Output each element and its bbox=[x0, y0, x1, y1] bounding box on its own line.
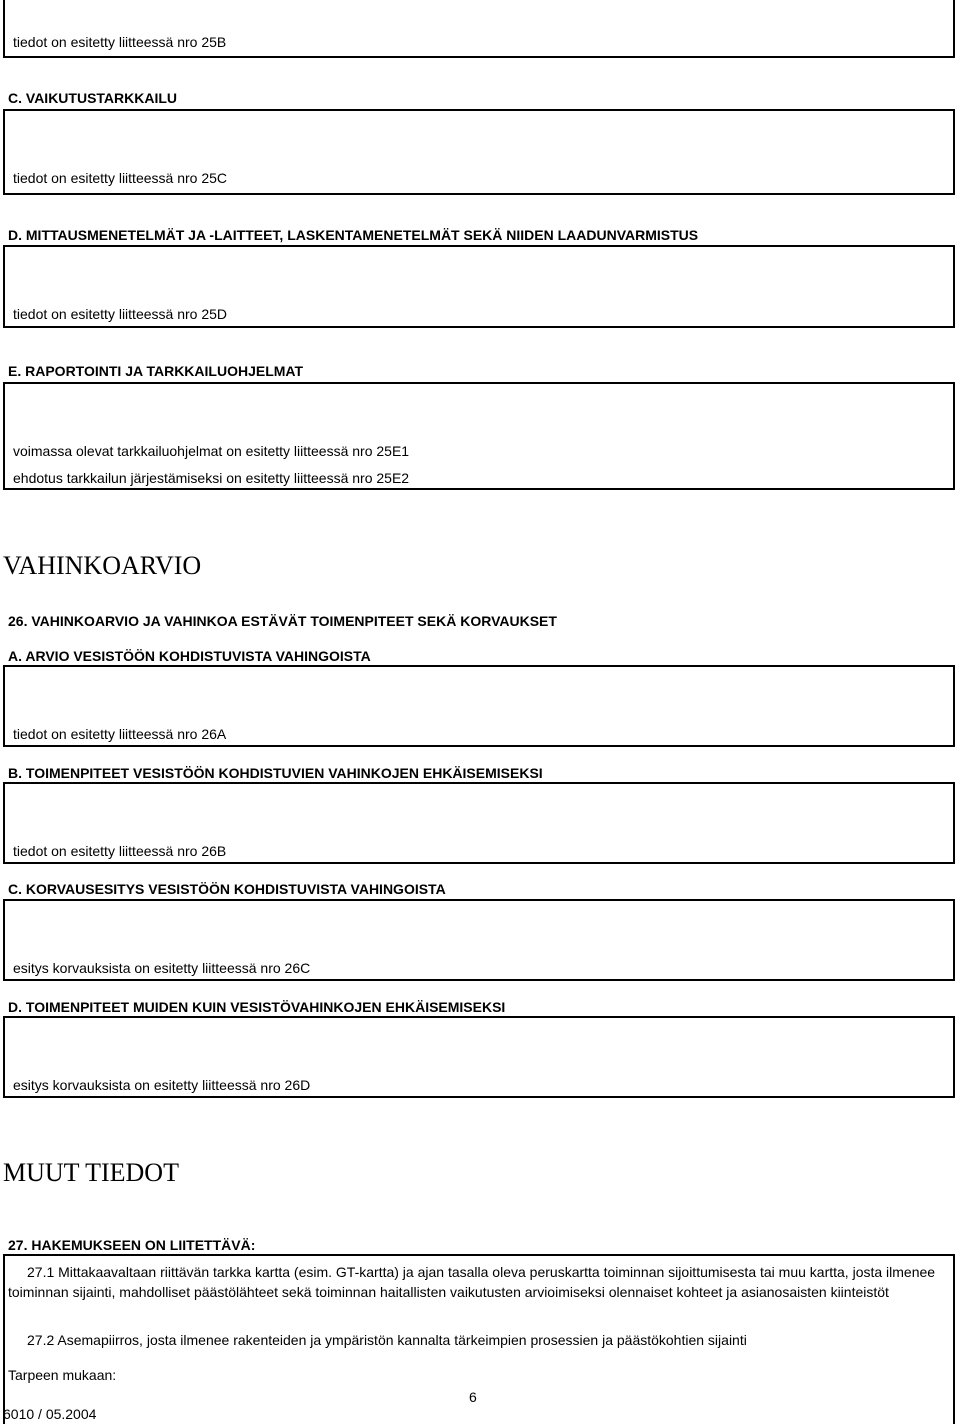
box-text-25d: tiedot on esitetty liitteessä nro 25D bbox=[13, 306, 228, 322]
heading-26c: C. KORVAUSESITYS VESISTÖÖN KOHDISTUVISTA VAHINGOISTA bbox=[8, 881, 446, 897]
heading-26d: D. TOIMENPITEET MUIDEN KUIN VESISTÖVAHINKOJEN EHKÄISEMISEKSI bbox=[8, 999, 506, 1015]
item-27-2: 27.2 Asemapiirros, josta ilmenee rakenteiden ja ympäristön kannalta tärkeimpien prosessien ja päästökohtien sijainti bbox=[27, 1332, 747, 1348]
item-27-1: 27.1 Mittakaavaltaan riittävän tarkka kartta (esim. GT-kartta) ja ajan tasalla oleva peruskartta toiminnan sijoittumisesta tai muu kartta, josta ilmenee toiminnan sijainti, mahdolliset päästölähteet sekä toiminnan haitallisten vaikutusten arvioimiseksi olennaiset kohteet ja asianosaisten kiinteistöt bbox=[8, 1264, 936, 1300]
heading-c-vaikutustarkkailu: C. VAIKUTUSTARKKAILU bbox=[8, 90, 178, 106]
box-text-26a: tiedot on esitetty liitteessä nro 26A bbox=[13, 726, 227, 742]
section-title-vahinkoarvio: VAHINKOARVIO bbox=[3, 551, 202, 580]
heading-27: 27. HAKEMUKSEEN ON LIITETTÄVÄ: bbox=[8, 1237, 256, 1253]
box-text-25e2: ehdotus tarkkailun järjestämiseksi on esitetty liitteessä nro 25E2 bbox=[13, 470, 410, 486]
box-text-25e1: voimassa olevat tarkkailuohjelmat on esitetty liitteessä nro 25E1 bbox=[13, 443, 410, 459]
form-code: 6010 / 05.2004 bbox=[3, 1406, 97, 1422]
box-text-25c: tiedot on esitetty liitteessä nro 25C bbox=[13, 170, 228, 186]
section-title-muut-tiedot: MUUT TIEDOT bbox=[3, 1158, 179, 1187]
box-text-26c: esitys korvauksista on esitetty liitteessä nro 26C bbox=[13, 960, 311, 976]
heading-e-raportointi: E. RAPORTOINTI JA TARKKAILUOHJELMAT bbox=[8, 363, 304, 379]
box-text-26d: esitys korvauksista on esitetty liitteessä nro 26D bbox=[13, 1077, 311, 1093]
heading-26b: B. TOIMENPITEET VESISTÖÖN KOHDISTUVIEN VAHINKOJEN EHKÄISEMISEKSI bbox=[8, 765, 543, 781]
tarpeen-mukaan-label: Tarpeen mukaan: bbox=[8, 1367, 117, 1383]
heading-26a: A. ARVIO VESISTÖÖN KOHDISTUVISTA VAHINGOISTA bbox=[8, 648, 371, 664]
heading-d-mittausmenetelmat: D. MITTAUSMENETELMÄT JA -LAITTEET, LASKENTAMENETELMÄT SEKÄ NIIDEN LAADUNVARMISTUS bbox=[8, 227, 699, 243]
box-text-25b: tiedot on esitetty liitteessä nro 25B bbox=[13, 34, 227, 50]
page-number: 6 bbox=[469, 1389, 477, 1405]
heading-26: 26. VAHINKOARVIO JA VAHINKOA ESTÄVÄT TOIMENPITEET SEKÄ KORVAUKSET bbox=[8, 613, 557, 629]
box-text-26b: tiedot on esitetty liitteessä nro 26B bbox=[13, 843, 227, 859]
